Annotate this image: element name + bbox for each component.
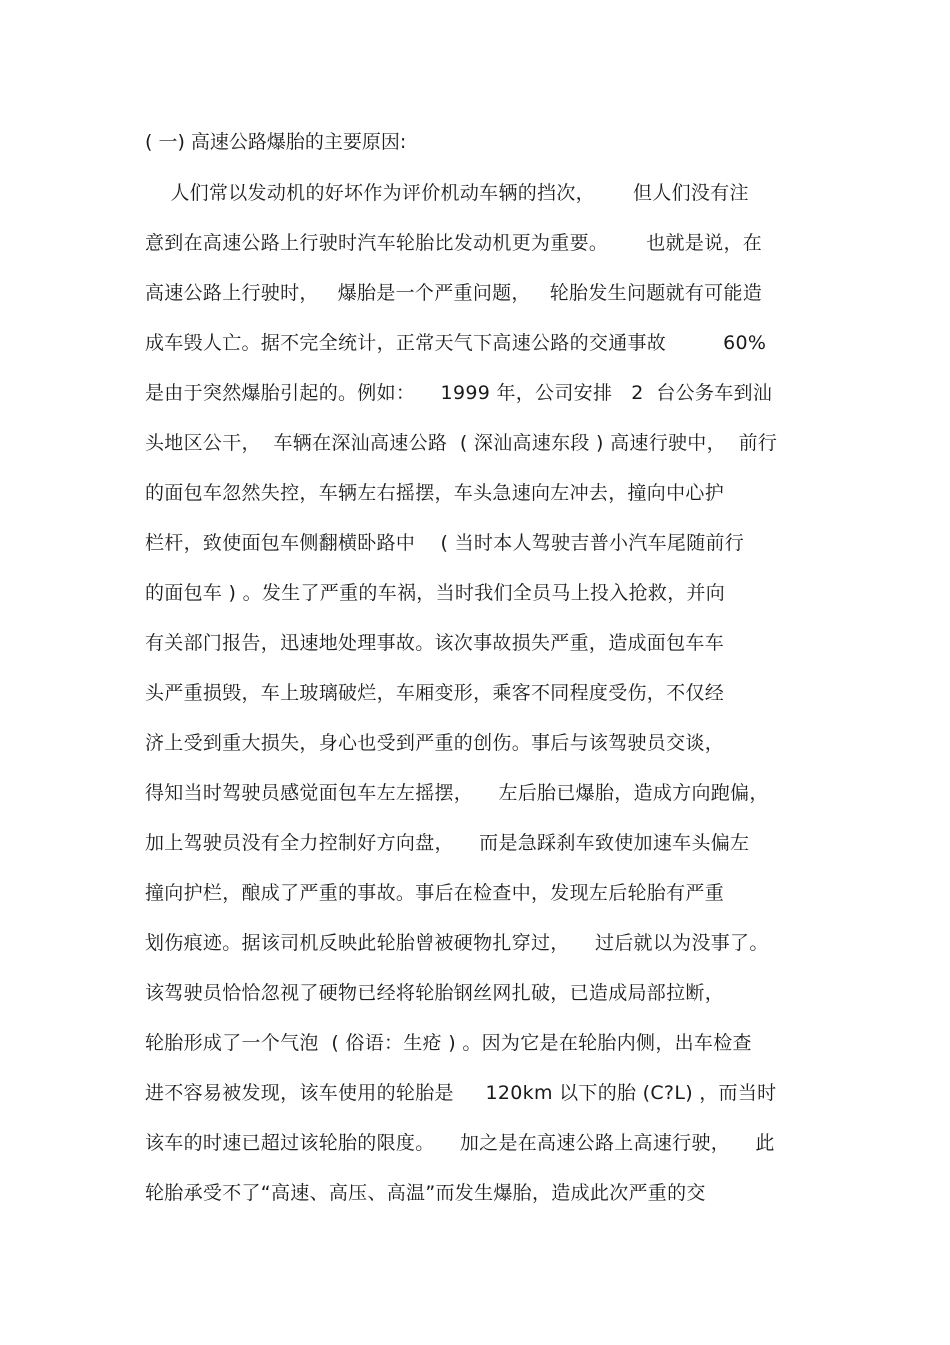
paragraph-line: 撞向护栏，酿成了严重的事故。事后在检查中，发现左后轮胎有严重 xyxy=(145,882,725,904)
paragraph-line: 轮胎形成了一个气泡 ( 俗语：生疮 ) 。因为它是在轮胎内侧，出车检查 xyxy=(145,1032,752,1054)
paragraph-line: 人们常以发动机的好坏作为评价机动车辆的挡次， 但人们没有注 xyxy=(145,182,749,204)
paragraph-line: 成车毁人亡。据不完全统计，正常天气下高速公路的交通事故 60% xyxy=(145,332,767,354)
paragraph-line: 的面包车 ) 。发生了严重的车祸，当时我们全员马上投入抢救，并向 xyxy=(145,582,726,604)
paragraph-line: 进不容易被发现，该车使用的轮胎是 120km 以下的胎 (C?L) ，而当时 xyxy=(145,1082,777,1104)
paragraph-line: 头地区公干， 车辆在深汕高速公路 ( 深汕高速东段 ) 高速行驶中， 前行 xyxy=(145,432,778,454)
paragraph-line: 该驾驶员恰恰忽视了硬物已经将轮胎钢丝网扎破，已造成局部拉断， xyxy=(145,982,725,1004)
paragraph-line: 有关部门报告，迅速地处理事故。该次事故损失严重，造成面包车车 xyxy=(145,632,725,654)
paragraph-line: 得知当时驾驶员感觉面包车左左摇摆， 左后胎已爆胎，造成方向跑偏， xyxy=(145,782,769,804)
paragraph-line: 栏杆，致使面包车侧翻横卧路中 ( 当时本人驾驶吉普小汽车尾随前行 xyxy=(145,532,745,554)
paragraph-line: 加上驾驶员没有全力控制好方向盘， 而是急踩刹车致使加速车头偏左 xyxy=(145,832,750,854)
paragraph-line: 是由于突然爆胎引起的。例如： 1999 年，公司安排 2 台公务车到汕 xyxy=(145,382,773,404)
section-heading: ( 一) 高速公路爆胎的主要原因: xyxy=(145,131,407,153)
paragraph-line: 轮胎承受不了“高速、高压、高温”而发生爆胎，造成此次严重的交 xyxy=(145,1182,706,1204)
paragraph-line: 该车的时速已超过该轮胎的限度。 加之是在高速公路上高速行驶， 此 xyxy=(145,1132,775,1154)
paragraph-line: 的面包车忽然失控，车辆左右摇摆，车头急速向左冲去，撞向中心护 xyxy=(145,482,725,504)
paragraph-line: 头严重损毁，车上玻璃破烂，车厢变形，乘客不同程度受伤，不仅经 xyxy=(145,682,725,704)
paragraph-line: 意到在高速公路上行驶时汽车轮胎比发动机更为重要。 也就是说，在 xyxy=(145,232,763,254)
paragraph-line: 划伤痕迹。据该司机反映此轮胎曾被硬物扎穿过， 过后就以为没事了。 xyxy=(145,932,769,954)
paragraph-line: 济上受到重大损失，身心也受到严重的创伤。事后与该驾驶员交谈， xyxy=(145,732,725,754)
paragraph-line: 高速公路上行驶时， 爆胎是一个严重问题， 轮胎发生问题就有可能造 xyxy=(145,282,763,304)
